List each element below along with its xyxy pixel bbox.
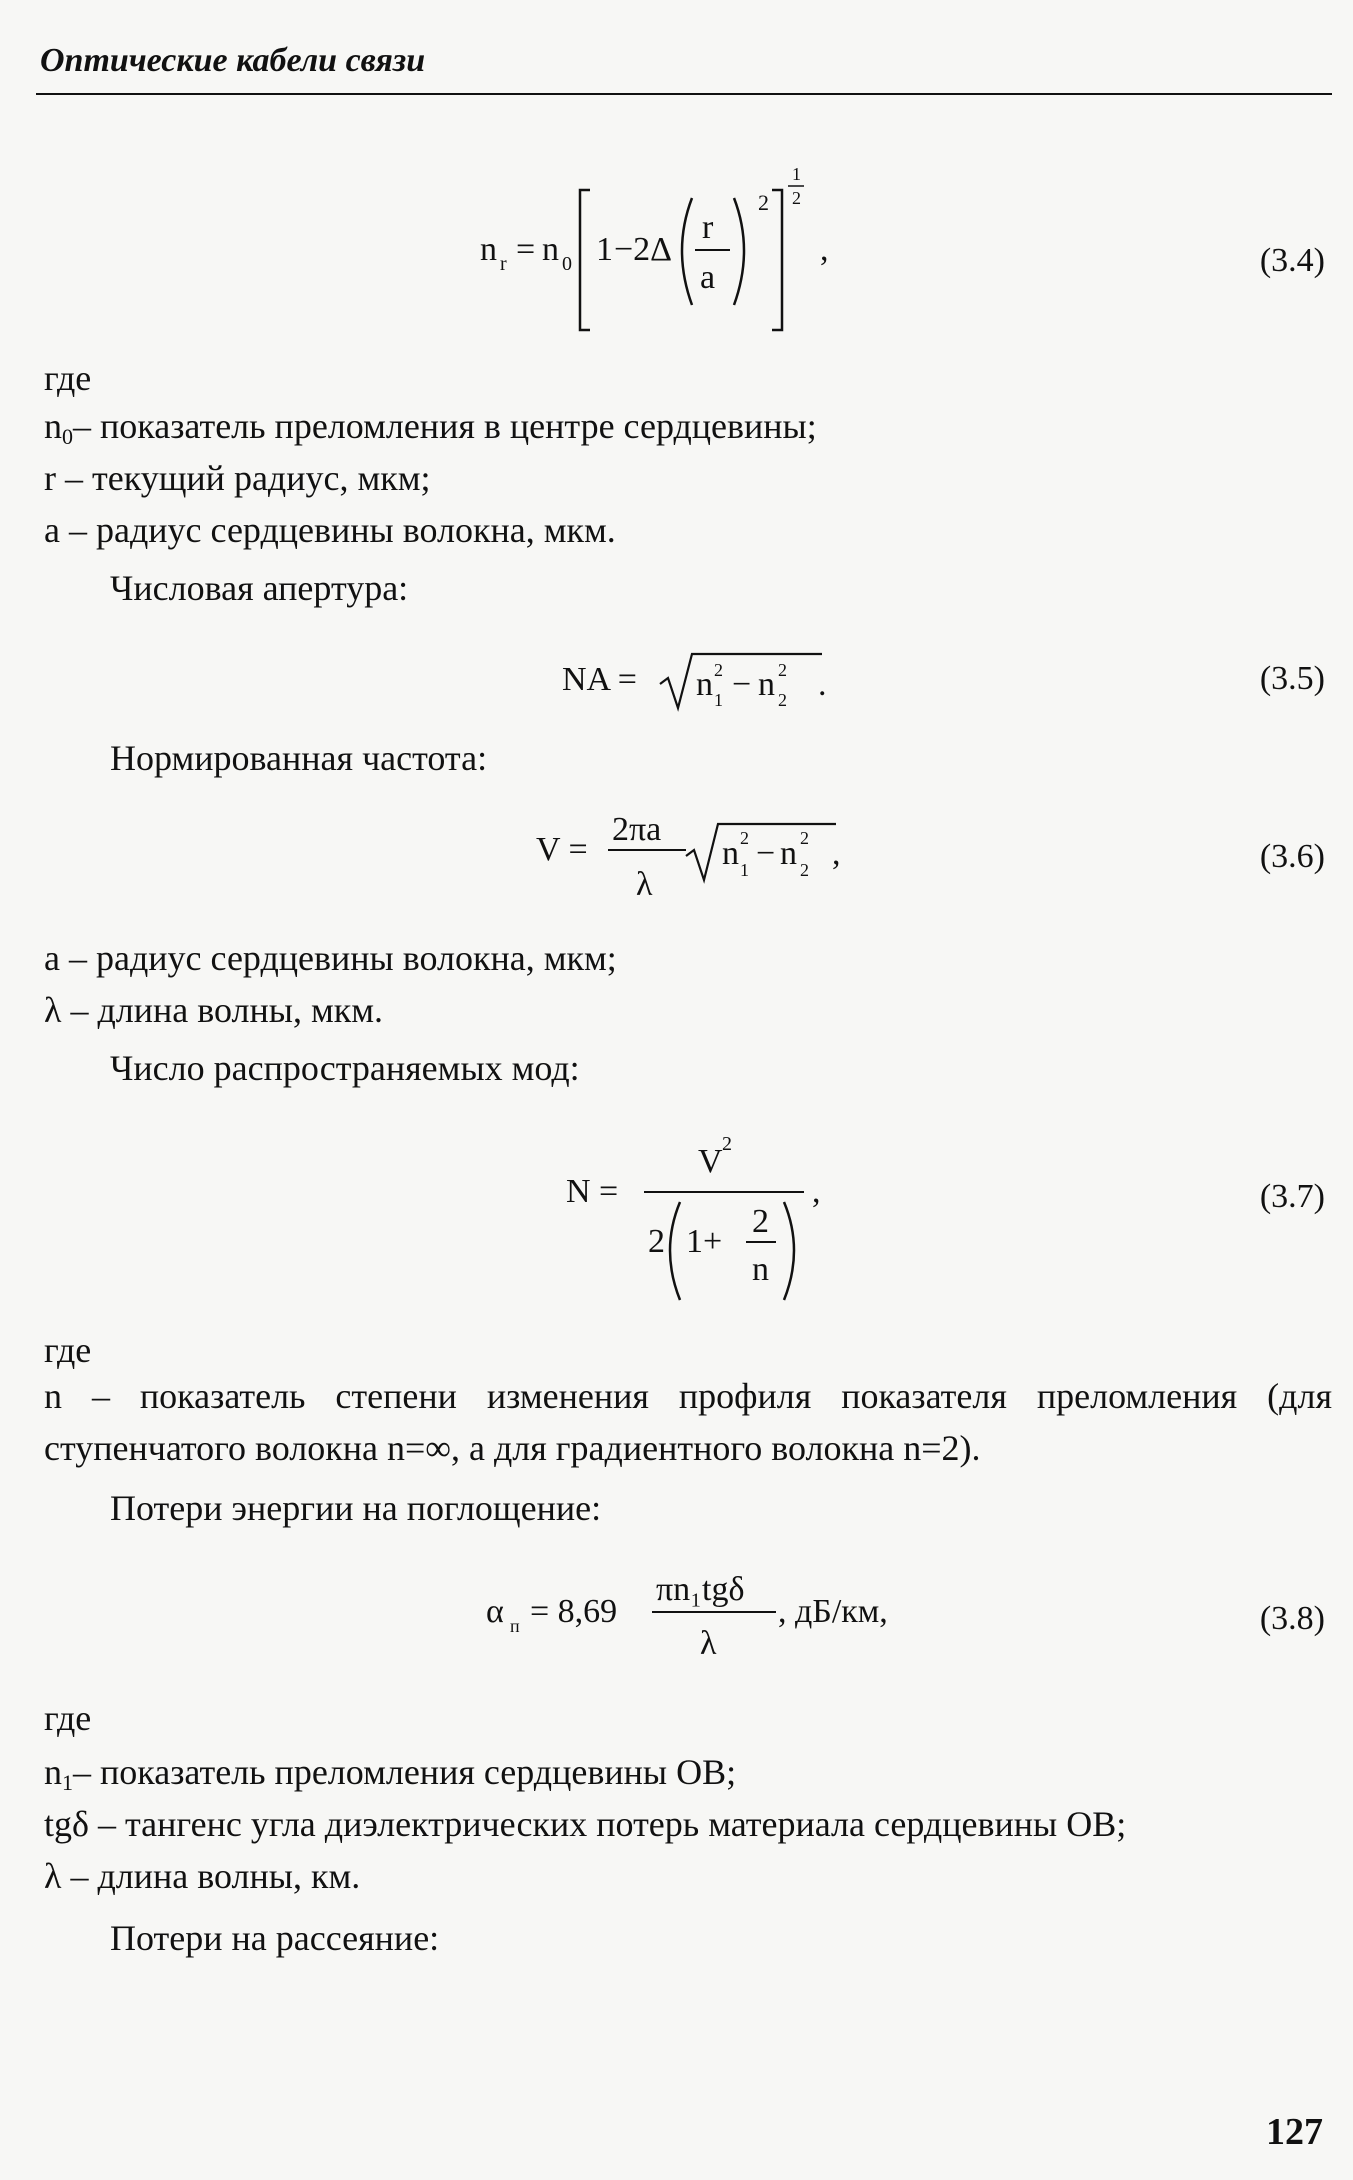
eq34-comma: ,	[820, 231, 829, 268]
eq34-r: r	[702, 209, 714, 246]
eq35-n2-sup: 2	[778, 660, 787, 680]
eq36-minus: −	[756, 835, 776, 872]
eq38-lhs: α	[486, 1593, 504, 1630]
eq37-numerator: V	[698, 1143, 723, 1180]
eq35-minus: −	[732, 666, 752, 703]
running-title: Оптические кабели связи	[40, 42, 426, 79]
equation-number-3-4: (3.4)	[1259, 242, 1325, 279]
scattering-label: Потери на рассеяние:	[110, 1918, 440, 1958]
eq38-tail: , дБ/км,	[778, 1593, 888, 1630]
equation-3-5	[562, 640, 862, 729]
eq38-numerator: πn₁tgδ	[656, 1571, 745, 1608]
eq34-inner-exp: 2	[758, 190, 769, 215]
eq38-lhs-sub: п	[510, 1616, 520, 1636]
where-label-2: где	[44, 1330, 92, 1370]
equation-number-3-6: (3.6)	[1259, 838, 1325, 875]
eq37-left-paren	[670, 1202, 680, 1300]
eq34-a: a	[700, 259, 716, 296]
page-number: 127	[1266, 2111, 1323, 2153]
eq34-n0-sub: 0	[562, 253, 572, 275]
eq34-right-bracket	[772, 190, 782, 330]
definition-n0-symbol: n	[44, 406, 62, 446]
eq36-numerator: 2πa	[612, 811, 662, 848]
eq37-den-coef: 2	[648, 1223, 665, 1260]
equation-3-5-svg	[562, 640, 862, 720]
definition-lambda-km	[44, 1858, 360, 1894]
eq35-tail: .	[818, 666, 827, 703]
eq37-lhs: N =	[566, 1173, 619, 1210]
definition-n-profile: n – показатель степени изменения профиля показателя преломления (для ступенчатого волокна n=∞, а для градиентного волокна n=2).	[44, 1376, 1332, 1468]
eq34-n0: n	[542, 231, 559, 268]
eq34-equals: =	[516, 231, 536, 268]
eq36-n1-sup: 2	[740, 828, 749, 848]
definition-a	[44, 512, 616, 548]
eq34-lhs-sub: r	[500, 253, 507, 275]
definition-n0-text: – показатель преломления в центре сердцевины;	[73, 406, 817, 446]
definition-lambda	[44, 992, 383, 1028]
equation-number-3-5: (3.5)	[1259, 660, 1325, 697]
equation-3-8-svg	[486, 1560, 926, 1670]
eq34-left-bracket	[580, 190, 590, 330]
eq35-n2-sub: 2	[778, 690, 787, 710]
normalized-frequency-label: Нормированная частота:	[110, 738, 488, 778]
eq36-tail: ,	[832, 835, 841, 872]
definition-tgdelta-symbol: tgδ	[44, 1804, 89, 1844]
eq37-tail: ,	[812, 1173, 821, 1210]
eq37-den-frac-num: 2	[752, 1203, 769, 1240]
modes-label: Число распространяемых мод:	[110, 1048, 580, 1088]
definition-r	[44, 460, 431, 496]
eq34-outer-exp-den: 2	[792, 188, 801, 208]
eq37-numerator-sup: 2	[722, 1133, 732, 1155]
eq37-den-one: 1+	[686, 1223, 723, 1260]
eq34-lhs: n	[480, 231, 497, 268]
definition-lambda-symbol: λ	[44, 990, 62, 1030]
definition-n1	[44, 1754, 736, 1794]
definition-lambda-km-text: – длина волны, км.	[61, 1856, 361, 1896]
definition-a-text: – радиус сердцевины волокна, мкм.	[59, 510, 616, 550]
equation-3-8	[486, 1560, 926, 1679]
eq34-right-paren	[734, 198, 744, 305]
equation-3-4-svg	[480, 160, 880, 335]
eq35-n1-sub: 1	[714, 690, 723, 710]
definition-lambda-km-symbol: λ	[44, 1856, 62, 1896]
header-rule	[36, 93, 1332, 95]
definition-n1-sub: 1	[62, 1770, 73, 1795]
eq36-n1: n	[722, 835, 739, 872]
definition-n0-sub: 0	[62, 424, 73, 449]
eq35-n1-sup: 2	[714, 660, 723, 680]
definition-a-symbol: a	[44, 510, 60, 550]
eq38-denominator: λ	[700, 1625, 717, 1662]
definition-r-text: – текущий радиус, мкм;	[56, 458, 431, 498]
eq38-equals: = 8,69	[530, 1593, 618, 1630]
equation-3-6	[536, 800, 856, 929]
where-label-1: где	[44, 358, 92, 398]
equation-number-3-8: (3.8)	[1259, 1600, 1325, 1637]
definition-n1-text: – показатель преломления сердцевины ОВ;	[73, 1752, 737, 1792]
equation-3-7-svg	[566, 1120, 886, 1320]
eq36-n2-sup: 2	[800, 828, 809, 848]
absorption-label: Потери энергии на поглощение:	[110, 1488, 602, 1528]
definition-lambda-text: – длина волны, мкм.	[61, 990, 384, 1030]
definition-a-2	[44, 940, 617, 976]
definition-a-2-symbol: a	[44, 938, 60, 978]
eq35-lhs: NA =	[562, 661, 637, 698]
eq35-n2: n	[758, 666, 775, 703]
eq34-one: 1	[596, 231, 613, 268]
eq36-n1-sub: 1	[740, 860, 749, 880]
where-label-3: где	[44, 1698, 92, 1738]
eq36-denominator: λ	[636, 866, 653, 903]
eq37-den-frac-den: n	[752, 1251, 769, 1288]
definition-tgdelta	[44, 1806, 1126, 1842]
definition-n1-symbol: n	[44, 1752, 62, 1792]
equation-3-7	[566, 1120, 886, 1329]
eq37-right-paren	[784, 1202, 794, 1300]
eq35-n1: n	[696, 666, 713, 703]
definition-n0	[44, 408, 817, 448]
definition-a-2-text: – радиус сердцевины волокна, мкм;	[59, 938, 617, 978]
eq36-n2-sub: 2	[800, 860, 809, 880]
numerical-aperture-label: Числовая апертура:	[110, 568, 409, 608]
eq36-lhs: V =	[536, 831, 588, 868]
equation-3-6-svg	[536, 800, 856, 920]
eq36-n2: n	[780, 835, 797, 872]
eq34-left-paren	[682, 198, 692, 305]
definition-tgdelta-text: – тангенс угла диэлектрических потерь материала сердцевины ОВ;	[88, 1804, 1127, 1844]
equation-number-3-7: (3.7)	[1259, 1178, 1325, 1215]
definition-r-symbol: r	[44, 458, 56, 498]
eq34-outer-exp-num: 1	[792, 164, 801, 184]
equation-3-4	[480, 160, 880, 344]
eq34-minus-2delta: −2Δ	[614, 231, 673, 268]
